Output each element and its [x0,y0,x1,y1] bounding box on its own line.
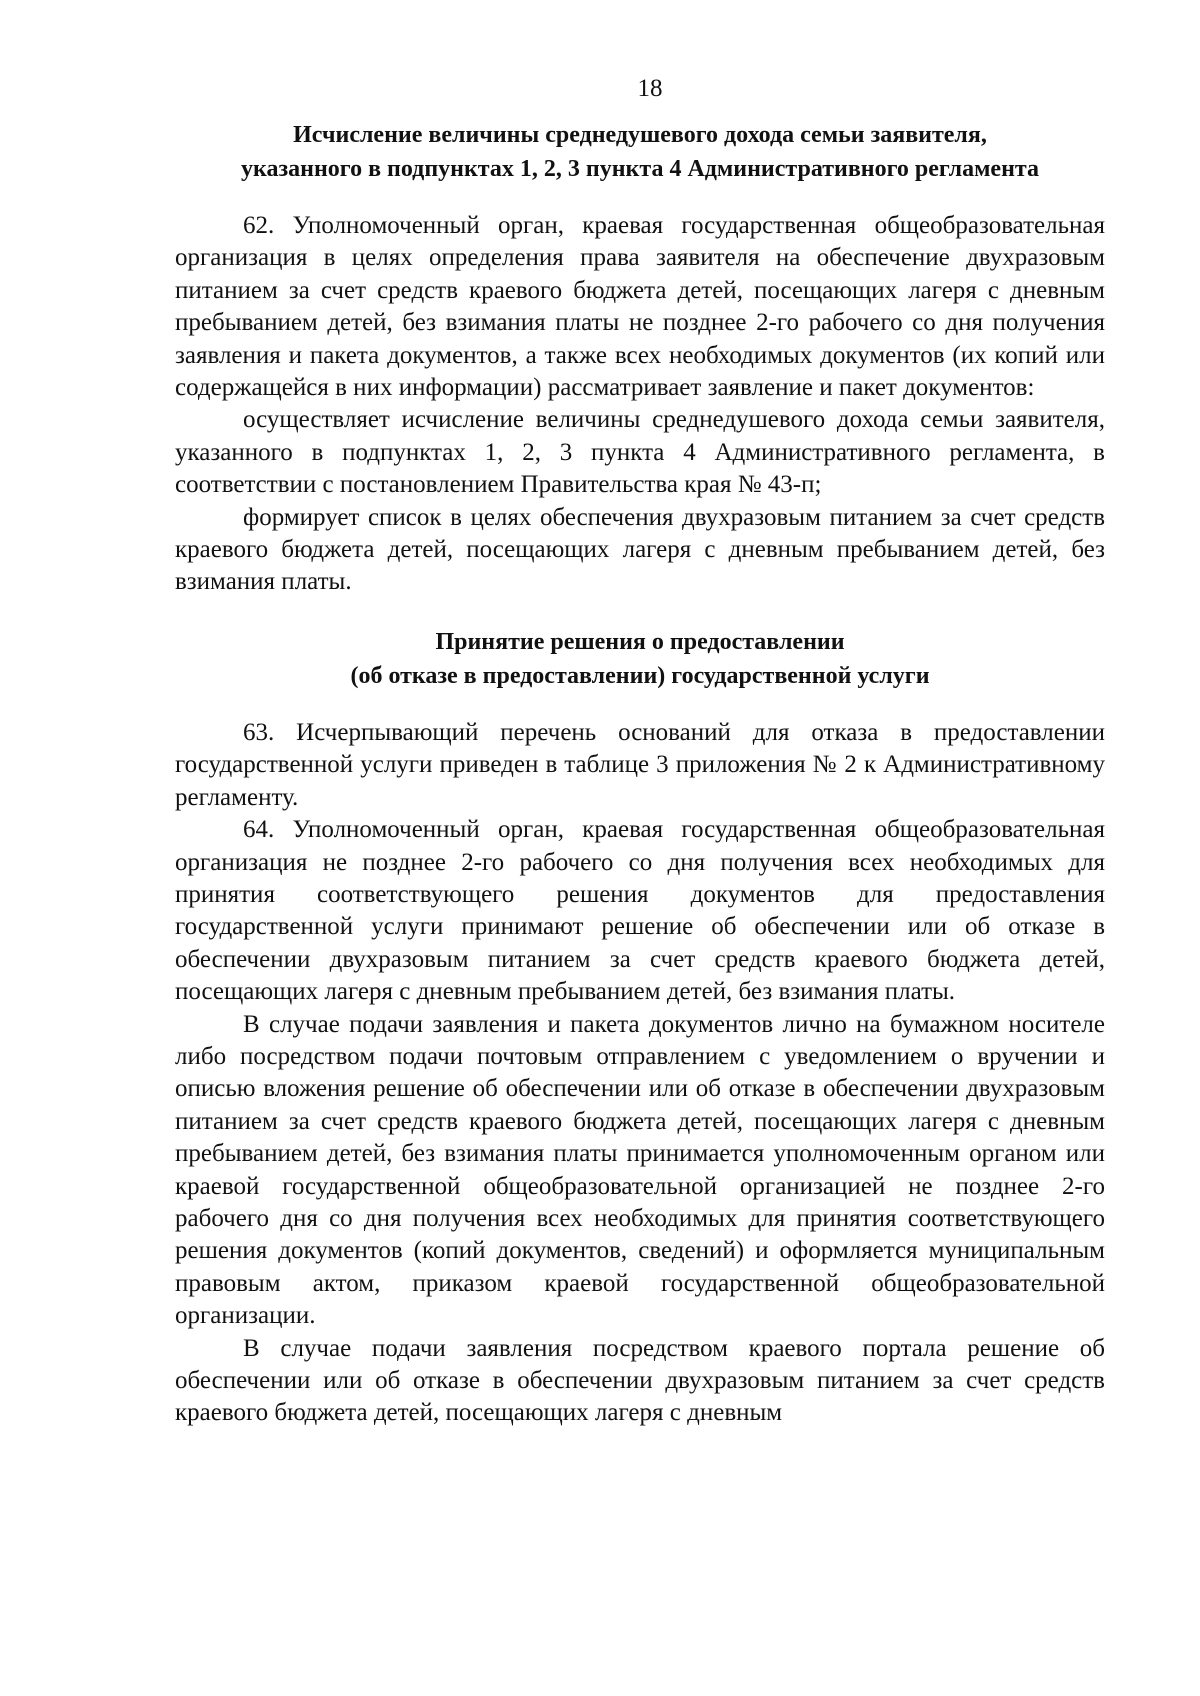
heading-line: Принятие решения о предоставлении [435,628,845,655]
paragraph-64: 64. Уполномоченный орган, краевая государственная общеобразовательная организация не позднее 2-го рабочего со дня получения всех необходимых для принятия соответствующего решения документов для предоставления государственной услуги принимают решение об обеспечении или об отказе в обеспечении двухразовым питанием за счет средств краевого бюджета детей, посещающих лагеря с дневным пребыванием детей, без взимания платы. [175,816,1105,1006]
paragraph-63: 63. Исчерпывающий перечень оснований для отказа в предоставлении государственной услуги приведен в таблице 3 приложения № 2 к Административному регламенту. [175,718,1105,811]
heading-line: указанного в подпунктах 1, 2, 3 пункта 4 Административного регламента [241,156,1039,182]
heading-line: Исчисление величины среднедушевого дохода семьи заявителя, [293,122,987,148]
page-number: 18 [637,75,663,102]
paragraph-portal-submission: В случае подачи заявления посредством краевого портала решение об обеспечении или об отказе в обеспечении двухразовым питанием за счет средств краевого бюджета детей, посещающих лагеря с дневным [175,1334,1105,1427]
document-page [175,72,1105,1430]
paragraph-62: 62. Уполномоченный орган, краевая государственная общеобразовательная организация в целях определения права заявителя на обеспечение двухразовым питанием за счет средств краевого бюджета детей, посещающих лагеря с дневным пребыванием детей, без взимания платы не позднее 2-го рабочего со дня получения заявления и пакета документов, а также всех необходимых документов (их копий или содержащейся в них информации) рассматривает заявление и пакет документов: [175,212,1105,402]
heading-line: (об отказе в предоставлении) государственной услуги [350,662,930,689]
section-heading-income-calculation [175,118,1105,186]
paragraph-list-formation: формирует список в целях обеспечения двухразовым питанием за счет средств краевого бюджета детей, посещающих лагеря с дневным пребыванием детей, без взимания платы. [175,503,1105,596]
section-heading-decision [175,625,1105,693]
paragraph-paper-submission: В случае подачи заявления и пакета документов лично на бумажном носителе либо посредством подачи почтовым отправлением с уведомлением о вручении и описью вложения решение об обеспечении или об отказе в обеспечении двухразовым питанием за счет средств краевого бюджета детей, посещающих лагеря с дневным пребыванием детей, без взимания платы принимается уполномоченным органом или краевой государственной общеобразовательной организацией не позднее 2-го рабочего дня со дня получения всех необходимых для принятия соответствующего решения документов (копий документов, сведений) и оформляется муниципальным правовым актом, приказом краевой государственной общеобразовательной организации. [175,1010,1105,1330]
paragraph-income-calculation: осуществляет исчисление величины среднедушевого дохода семьи заявителя, указанного в подпунктах 1, 2, 3 пункта 4 Административного регламента, в соответствии с постановлением Правительства края № 43-п; [175,406,1105,499]
